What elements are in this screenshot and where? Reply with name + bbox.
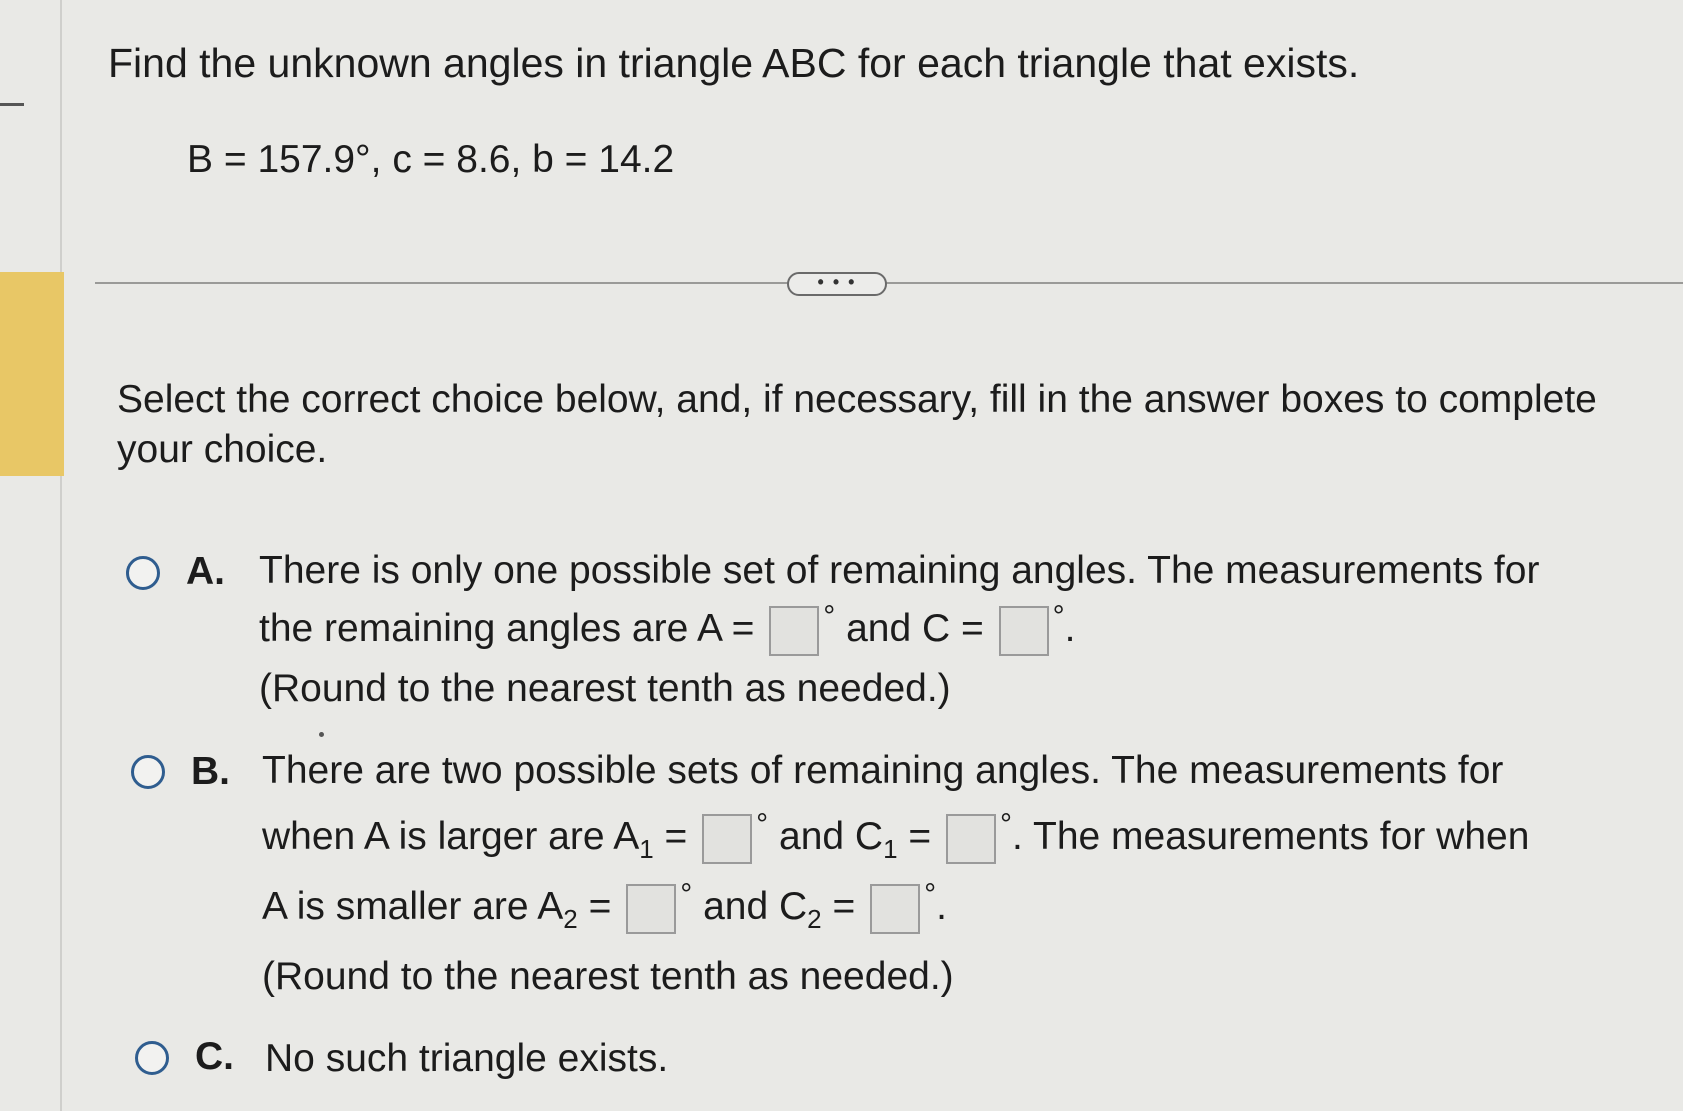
left-margin-rule	[60, 0, 62, 1111]
subscript-2: 2	[563, 903, 578, 934]
subscript-1: 1	[639, 833, 654, 864]
degree-symbol: °	[823, 600, 836, 633]
answer-box-c[interactable]	[999, 606, 1049, 656]
choice-a-round-note: (Round to the nearest tenth as needed.)	[259, 667, 951, 710]
choice-b-round-note: (Round to the nearest tenth as needed.)	[262, 955, 954, 998]
choice-a-line2-text: the remaining angles are A =	[259, 607, 755, 650]
instructions: Select the correct choice below, and, if necessary, fill in the answer boxes to complete your choice.	[117, 378, 1597, 471]
choice-c-radio[interactable]	[135, 1041, 169, 1075]
show-more-button[interactable]: • • •	[787, 272, 887, 296]
degree-symbol: °	[1000, 808, 1013, 841]
choice-b-line3: A is smaller are $A_2$ = ° and $C_2$ = °.	[262, 878, 947, 934]
choice-b-letter: B.	[191, 750, 230, 793]
answer-box-a[interactable]	[769, 606, 819, 656]
answer-box-a2[interactable]	[626, 884, 676, 934]
degree-symbol: °	[924, 878, 937, 911]
choice-b-line1: There are two possible sets of remaining angles. The measurements for	[262, 749, 1504, 792]
choice-a-and-c: and C =	[846, 607, 984, 650]
choice-b-line2-post: . The measurements for when	[1012, 815, 1530, 858]
choice-b-radio[interactable]	[131, 755, 165, 789]
choice-a-line1: There is only one possible set of remaining angles. The measurements for	[259, 549, 1540, 592]
choice-b-line3-text: A is smaller are A	[262, 885, 564, 928]
answer-box-c1[interactable]	[946, 814, 996, 864]
degree-symbol: °	[756, 808, 769, 841]
choice-a-line2: the remaining angles are A = ° and C = °.	[259, 600, 1075, 658]
equals-sign: =	[832, 885, 856, 928]
screen-speck	[319, 732, 324, 737]
question-title: Find the unknown angles in triangle ABC for each triangle that exists.	[108, 40, 1360, 86]
degree-symbol: °	[1052, 600, 1065, 633]
equals-sign: =	[908, 815, 932, 858]
equals-sign: =	[664, 815, 688, 858]
section-divider	[95, 282, 1683, 284]
left-margin-tick	[0, 103, 24, 106]
current-question-highlight	[0, 272, 64, 476]
choice-a-radio[interactable]	[126, 556, 160, 590]
equals-sign: =	[588, 885, 612, 928]
choice-c-text: No such triangle exists.	[265, 1037, 669, 1080]
answer-box-c2[interactable]	[870, 884, 920, 934]
choice-c-letter: C.	[195, 1035, 234, 1078]
choice-b-line2	[262, 808, 1529, 878]
choice-b-and-c2: and C	[703, 885, 808, 928]
question-givens: B = 157.9°, c = 8.6, b = 14.2	[187, 138, 675, 181]
subscript-1: 1	[883, 833, 898, 864]
choice-a-letter: A.	[186, 550, 225, 593]
subscript-2: 2	[807, 903, 822, 934]
choice-b-line2-text: when A is larger are A	[262, 815, 640, 858]
answer-box-a1[interactable]	[702, 814, 752, 864]
choice-b-and-c1: and C	[779, 815, 884, 858]
degree-symbol: °	[680, 878, 693, 911]
